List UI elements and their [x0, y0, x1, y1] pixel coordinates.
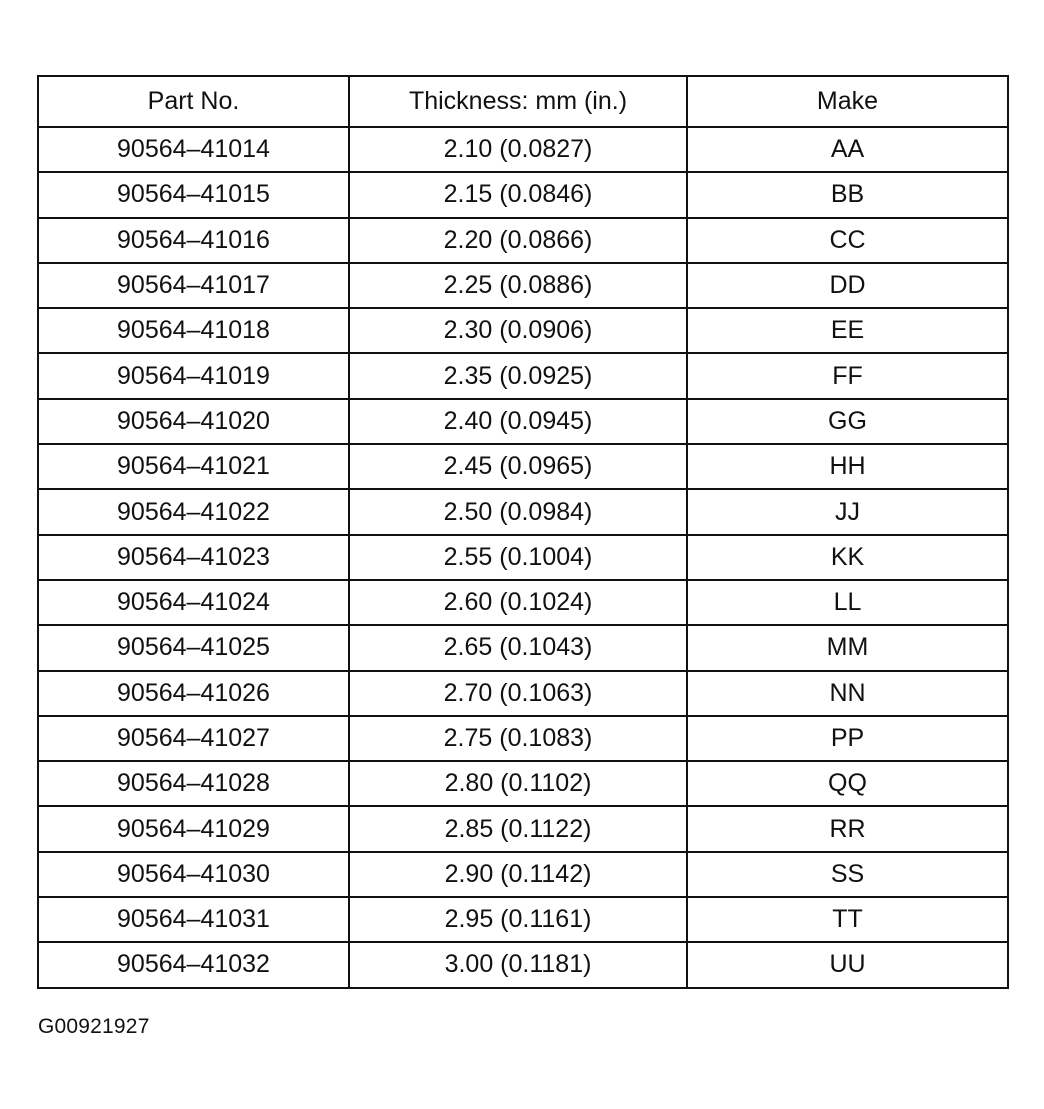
cell-make: MM	[687, 625, 1008, 670]
cell-part-no: 90564–41023	[38, 535, 349, 580]
table-row	[38, 852, 1008, 897]
table-row	[38, 897, 1008, 942]
column-header-make: Make	[687, 76, 1008, 127]
cell-thickness: 3.00 (0.1181)	[349, 942, 687, 987]
cell-make: SS	[687, 852, 1008, 897]
cell-thickness: 2.90 (0.1142)	[349, 852, 687, 897]
cell-thickness: 2.85 (0.1122)	[349, 806, 687, 851]
cell-make: QQ	[687, 761, 1008, 806]
cell-thickness: 2.35 (0.0925)	[349, 353, 687, 398]
cell-thickness: 2.30 (0.0906)	[349, 308, 687, 353]
cell-make: JJ	[687, 489, 1008, 534]
cell-thickness: 2.95 (0.1161)	[349, 897, 687, 942]
figure-id-label: G00921927	[38, 1015, 150, 1038]
cell-make: LL	[687, 580, 1008, 625]
table-row	[38, 353, 1008, 398]
cell-part-no: 90564–41024	[38, 580, 349, 625]
cell-make: HH	[687, 444, 1008, 489]
cell-make: RR	[687, 806, 1008, 851]
table-row	[38, 489, 1008, 534]
cell-make: DD	[687, 263, 1008, 308]
cell-part-no: 90564–41014	[38, 127, 349, 172]
table-row	[38, 263, 1008, 308]
table-body	[38, 127, 1008, 988]
cell-part-no: 90564–41028	[38, 761, 349, 806]
table-row	[38, 308, 1008, 353]
table-row	[38, 806, 1008, 851]
column-header-part-no: Part No.	[38, 76, 349, 127]
cell-make: KK	[687, 535, 1008, 580]
column-header-thickness: Thickness: mm (in.)	[349, 76, 687, 127]
cell-part-no: 90564–41020	[38, 399, 349, 444]
cell-part-no: 90564–41018	[38, 308, 349, 353]
cell-part-no: 90564–41017	[38, 263, 349, 308]
cell-thickness: 2.15 (0.0846)	[349, 172, 687, 217]
cell-make: PP	[687, 716, 1008, 761]
cell-thickness: 2.10 (0.0827)	[349, 127, 687, 172]
cell-thickness: 2.80 (0.1102)	[349, 761, 687, 806]
table-header-row	[38, 76, 1008, 127]
cell-thickness: 2.20 (0.0866)	[349, 218, 687, 263]
cell-part-no: 90564–41021	[38, 444, 349, 489]
cell-thickness: 2.75 (0.1083)	[349, 716, 687, 761]
cell-part-no: 90564–41027	[38, 716, 349, 761]
cell-thickness: 2.50 (0.0984)	[349, 489, 687, 534]
cell-thickness: 2.60 (0.1024)	[349, 580, 687, 625]
cell-thickness: 2.55 (0.1004)	[349, 535, 687, 580]
table-row	[38, 580, 1008, 625]
cell-make: BB	[687, 172, 1008, 217]
cell-part-no: 90564–41015	[38, 172, 349, 217]
cell-thickness: 2.70 (0.1063)	[349, 671, 687, 716]
cell-part-no: 90564–41025	[38, 625, 349, 670]
cell-thickness: 2.25 (0.0886)	[349, 263, 687, 308]
cell-make: AA	[687, 127, 1008, 172]
cell-make: EE	[687, 308, 1008, 353]
cell-part-no: 90564–41019	[38, 353, 349, 398]
cell-thickness: 2.45 (0.0965)	[349, 444, 687, 489]
cell-part-no: 90564–41032	[38, 942, 349, 987]
table-row	[38, 716, 1008, 761]
cell-make: CC	[687, 218, 1008, 263]
cell-make: UU	[687, 942, 1008, 987]
cell-part-no: 90564–41031	[38, 897, 349, 942]
table-row	[38, 399, 1008, 444]
cell-thickness: 2.40 (0.0945)	[349, 399, 687, 444]
table-row	[38, 625, 1008, 670]
table-row	[38, 761, 1008, 806]
table-row	[38, 535, 1008, 580]
cell-make: TT	[687, 897, 1008, 942]
cell-make: FF	[687, 353, 1008, 398]
cell-part-no: 90564–41026	[38, 671, 349, 716]
shim-spec-table	[37, 75, 1009, 989]
cell-part-no: 90564–41016	[38, 218, 349, 263]
table-row	[38, 942, 1008, 987]
table-row	[38, 127, 1008, 172]
cell-make: GG	[687, 399, 1008, 444]
table-row	[38, 444, 1008, 489]
table-row	[38, 671, 1008, 716]
cell-part-no: 90564–41030	[38, 852, 349, 897]
table-row	[38, 172, 1008, 217]
cell-thickness: 2.65 (0.1043)	[349, 625, 687, 670]
table-row	[38, 218, 1008, 263]
cell-part-no: 90564–41029	[38, 806, 349, 851]
cell-make: NN	[687, 671, 1008, 716]
cell-part-no: 90564–41022	[38, 489, 349, 534]
